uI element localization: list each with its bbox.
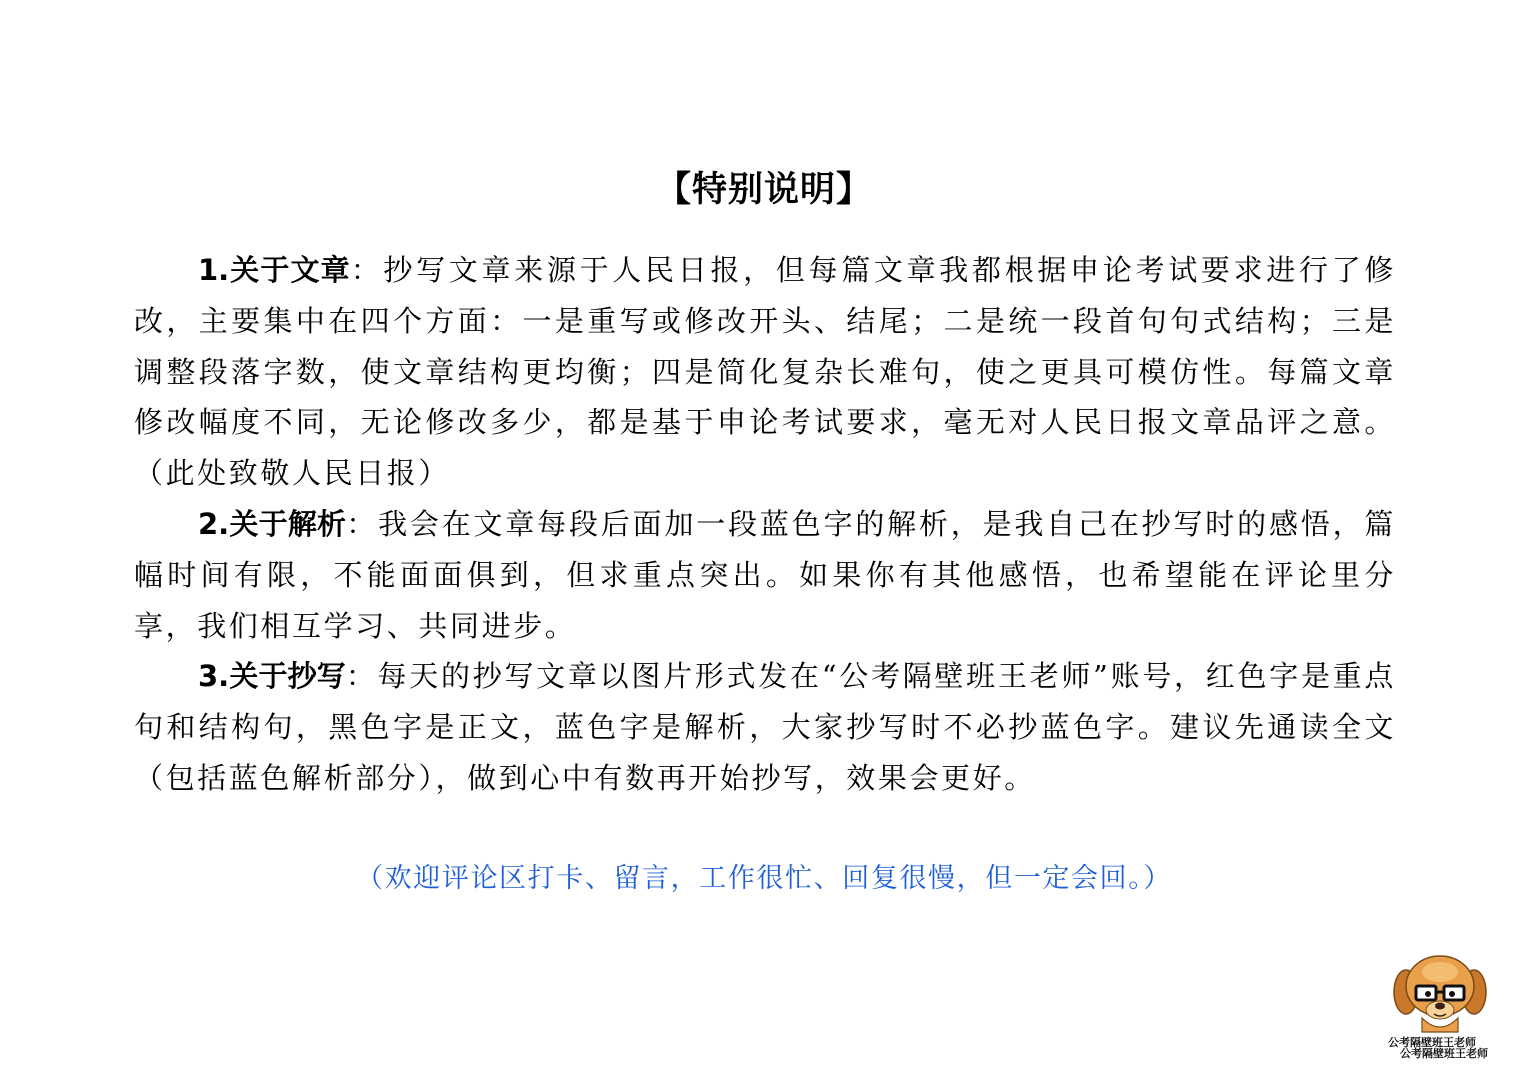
watermark: [1384, 952, 1514, 1062]
paragraph-about-copying: [134, 651, 1396, 803]
paragraph-label: 1.关于文章: [198, 253, 351, 287]
article-body: [134, 245, 1396, 804]
paragraph-text: ：每天的抄写文章以图片形式发在“公考隔壁班王老师”账号，红色字是重点句和结构句，黑色字是正文，蓝色字是解析，大家抄写时不必抄蓝色字。建议先通读全文（包括蓝色解析部分），做到心中有数再开始抄写，效果会更好。: [134, 659, 1396, 795]
watermark-text: 公考隔壁班王老师: [1400, 1047, 1488, 1060]
paragraph-text: ：抄写文章来源于人民日报，但每篇文章我都根据申论考试要求进行了修改，主要集中在四个方面：一是重写或修改开头、结尾；二是统一段首句句式结构；三是调整段落字数，使文章结构更均衡；四是简化复杂长难句，使之更具可模仿性。每篇文章修改幅度不同，无论修改多少，都是基于申论考试要求，毫无对人民日报文章品评之意。（此处致敬人民日报）: [134, 253, 1396, 491]
dog-mascot-icon: [1392, 952, 1488, 1036]
footer-note: （欢迎评论区打卡、留言，工作很忙、回复很慢，但一定会回。）: [356, 863, 1172, 894]
paragraph-text: ：我会在文章每段后面加一段蓝色字的解析，是我自己在抄写时的感悟，篇幅时间有限，不能面面俱到，但求重点突出。如果你有其他感悟，也希望能在评论里分享，我们相互学习、共同进步。: [134, 506, 1396, 643]
paragraph-about-article: [134, 245, 1396, 499]
paragraph-label: 3.关于抄写: [198, 659, 346, 694]
page-title: 【特别说明】: [655, 170, 872, 210]
paragraph-about-analysis: [134, 499, 1396, 651]
watermark-text: 公考隔壁班王老师: [1388, 1036, 1476, 1049]
paragraph-label: 2.关于解析: [198, 506, 347, 541]
